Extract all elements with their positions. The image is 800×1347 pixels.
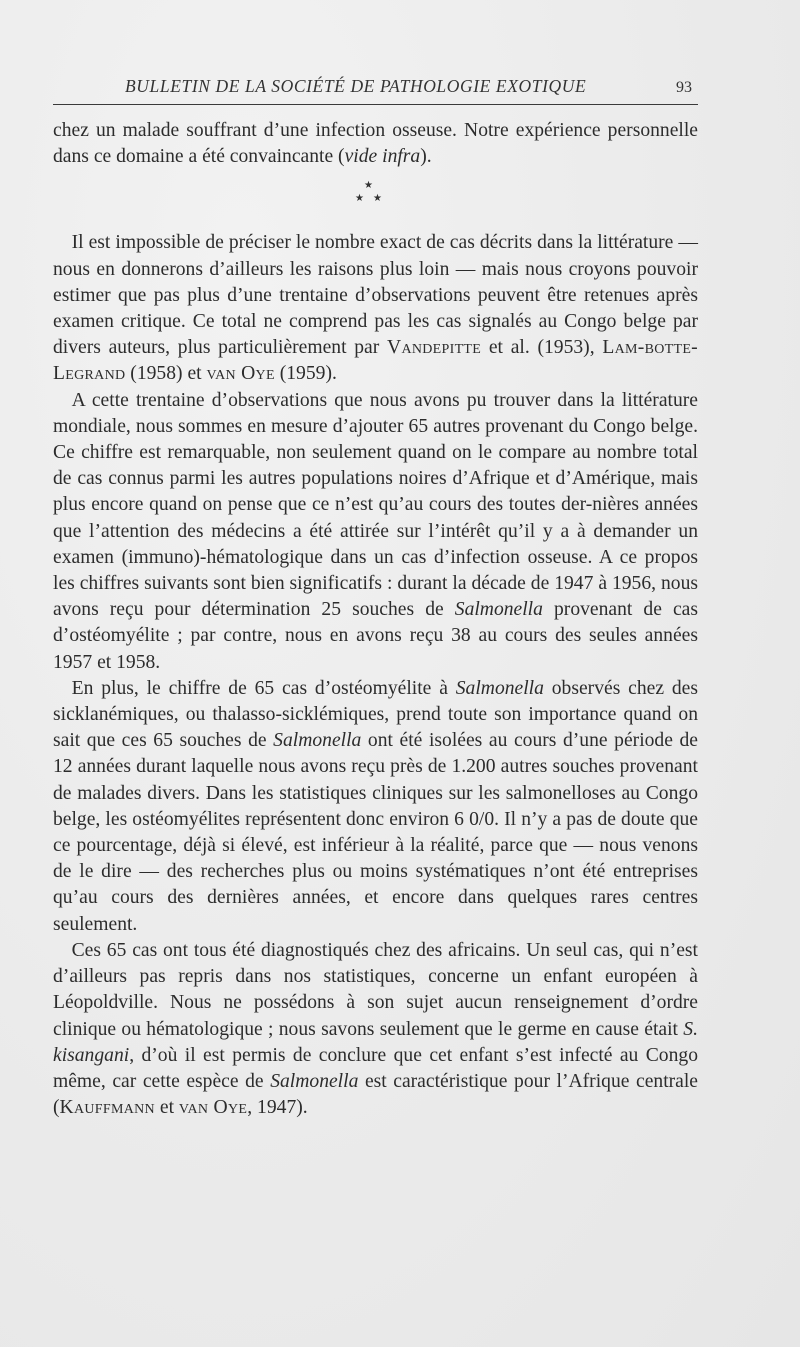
author-name: Lam-botte-Legrand — [53, 337, 698, 385]
article-body — [53, 118, 698, 1121]
star-icon: ★ — [355, 193, 364, 205]
journal-title: BULLETIN DE LA SOCIÉTÉ DE PATHOLOGIE EXOTIQUE — [125, 76, 587, 96]
author-name: van Oye — [206, 363, 275, 385]
paragraph-continuation — [53, 118, 698, 170]
text-span: , d’où il est permis de conclure que cet enfant s’est infecté au Congo même, car cette espèce de — [53, 1044, 698, 1092]
author-name: Kauffmann — [59, 1097, 155, 1119]
text-span: et al. (1953), — [481, 337, 603, 359]
journal-page — [53, 70, 698, 1121]
text-span: provenant de cas d’ostéomyélite ; par contre, nous en avons reçu 38 au cours des seules années 1957 et 1958. — [53, 599, 698, 673]
running-header — [53, 70, 698, 105]
text-span: observés chez des sicklanémiques, ou thalasso-sicklémiques, prend toute son importance quand on sait que ces 65 souches de — [53, 677, 699, 752]
text-span: ont été isolées au cours d’une période de 12 années durant laquelle nous avons reçu près de 1.200 autres souches provenant de malades divers. Dans les statistiques cliniques sur les salmonelloses au Congo belge, les ostéomyélites représentent donc environ 6 0/0. Il n’y a pas de doute que ce pourcentage, déjà si élevé, est inférieur à la réalité, parce que — nous venons de le dire — des recherches plus ou moins systématiques n’ont été entreprises qu’au cours des dernières années, et encore dans quelques rares centres seulement. — [53, 730, 699, 935]
asterism-separator — [53, 172, 698, 224]
italic-span: Salmonella — [270, 1070, 359, 1092]
text-span: , 1947). — [247, 1097, 308, 1119]
paragraph-congo-cases — [53, 388, 698, 676]
author-name: Vandepitte — [387, 337, 482, 359]
text-span: A cette trentaine d’observations que nous avons pu trouver dans la littérature mondiale, nous sommes en mesure d’ajouter 65 autres provenant du Congo belge. Ce chiffre est remarquable, non seulement quand on le compare au nombre total de cas connus parmi les autres populations noires d’Afrique et d’Amérique, mais plus encore quand on pense que ce n’est qu’au cours des toutes der-nières années que l’attention des médecins a été attirée sur l’intérêt qu’il y a à demander un examen (immuno)-hématologique dans un cas d’infection osseuse. A ce propos les chiffres suivants sont bien significatifs : durant la décade de 1947 à 1956, nous avons reçu pour détermination 25 souches de — [53, 389, 698, 621]
author-name: van Oye — [178, 1097, 248, 1119]
italic-span: S. kisangani — [53, 1018, 698, 1066]
star-icon: ★ — [373, 193, 382, 205]
text-span: ). — [420, 146, 432, 168]
paragraph-diagnosis — [53, 938, 698, 1121]
italic-span: Salmonella — [454, 599, 543, 621]
text-span: et — [154, 1097, 179, 1119]
text-span: chez un malade souffrant d’une infection osseuse. Notre expérience personnelle dans ce domaine a été convaincante ( — [53, 120, 698, 168]
paragraph-statistics — [53, 676, 698, 938]
star-icon: ★ — [364, 180, 373, 192]
text-span: Il est impossible de préciser le nombre exact de cas décrits dans la littérature — nous en donnerons d’ailleurs les raisons plus loin — mais nous croyons pouvoir estimer que pas plus d’une trentaine d’observations peuvent être retenues après examen critique. Ce total ne comprend pas les cas signalés au Congo belge par divers auteurs, plus particulièrement par — [53, 232, 698, 359]
paragraph-literature — [53, 230, 698, 387]
italic-span: Salmonella — [455, 677, 544, 699]
text-span: est caractéristique pour l’Afrique centrale ( — [53, 1070, 698, 1119]
text-span: Ces 65 cas ont tous été diagnostiqués chez des africains. Un seul cas, qui n’est d’ailleurs pas repris dans nos statistiques, concerne un enfant européen à Léopoldville. Nous ne possédons à son sujet aucun renseignement d’ordre clinique ou hématologique ; nous savons seulement que le germe en cause était — [53, 939, 698, 1040]
text-span: (1958) et — [125, 363, 207, 385]
page-number: 93 — [676, 79, 692, 96]
italic-span: Salmonella — [273, 730, 362, 752]
italic-span: vide infra — [344, 146, 421, 168]
text-span: (1959). — [274, 363, 337, 385]
text-span: En plus, le chiffre de 65 cas d’ostéomyélite à — [71, 677, 456, 699]
